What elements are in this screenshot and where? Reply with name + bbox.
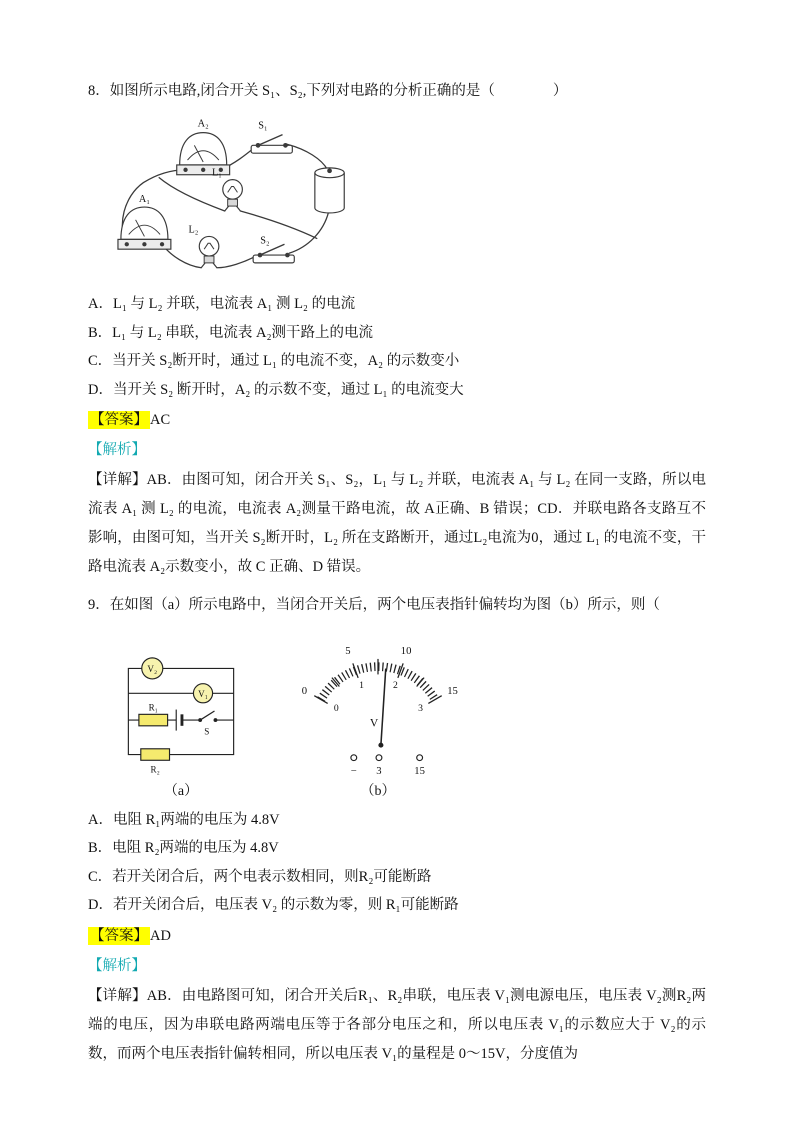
- question-9: [88, 592, 706, 1068]
- q9-figure-b-caption: （b）: [360, 783, 396, 799]
- svg-text:0: 0: [333, 703, 339, 715]
- label-S: S: [204, 726, 210, 737]
- q9-voltmeter-face: [286, 626, 470, 777]
- q9-figure-a: [114, 655, 248, 800]
- q8-stem: 8．如图所示电路,闭合开关 S₁、S₂,下列对电路的分析正确的是（ ）: [88, 83, 568, 99]
- needle-pivot: [378, 743, 383, 748]
- svg-text:10: 10: [400, 646, 412, 658]
- q8-answer-value: AC: [150, 412, 171, 429]
- q8-detail-label: 【详解】: [88, 472, 147, 489]
- outer-scale-labels: [302, 647, 458, 698]
- label-R2: R₂: [150, 764, 160, 775]
- q9-detail-label: 【详解】: [88, 987, 147, 1004]
- q9-figures: [114, 626, 706, 799]
- resistor-R2: [141, 749, 170, 760]
- label-V1: V₁: [198, 689, 208, 700]
- q8-option-a: A．L₁ 与 L₂ 并联，电流表 A₁ 测 L₂ 的电流: [88, 296, 356, 313]
- resistor-R1: [139, 714, 168, 725]
- q8-answer-line: [88, 406, 706, 434]
- q8-analysis-label: 【解析】: [88, 442, 146, 459]
- unit-label: V: [369, 717, 379, 731]
- svg-text:3: 3: [376, 766, 382, 778]
- svg-text:5: 5: [345, 646, 351, 658]
- q9-detail-text: AB．由电路图可知，闭合开关后R₁、R₂串联，电压表 V₁测电源电压，电压表 V₂测R₂两端的电压，因为串联电路两端电压等于各部分电压之和，所以电压表 V₁的示数应大于 V₂的示数，而两个电压表指针偏转相同，所以电压表 V₁的量程是 0～15V，分度值为: [88, 987, 706, 1062]
- switch-S2: [253, 244, 294, 263]
- label-S1: S₁: [258, 120, 268, 132]
- switch-S1: [251, 135, 292, 154]
- svg-text:1: 1: [359, 680, 364, 692]
- label-A1: A₁: [138, 194, 150, 206]
- lamp-L1: [223, 180, 243, 211]
- label-A2: A₂: [197, 118, 209, 130]
- battery: [315, 168, 344, 213]
- q8-detail-text: AB．由图可知，闭合开关 S₁、S₂，L₁ 与 L₂ 并联，电流表 A₁ 与 L₂ 在同一支路，所以电流表 A₁ 测 L₂ 的电流，电流表 A₂测量干路电流，故 A正确、B 错误；CD．并联电路各支路互不影响，由图可知，当开关 S₂断开时，L₂ 所在支路断开，通过L₂电流为0，通过 L₁ 的电流不变，干路电流表 A₂示数变小，故 C 正确、D 错误。: [88, 472, 706, 576]
- q9-options: [88, 806, 706, 920]
- q9-figure-a-caption: （a）: [163, 783, 199, 799]
- inner-scale-labels: [334, 680, 423, 714]
- svg-text:0: 0: [301, 686, 308, 698]
- label-S2: S₂: [260, 235, 270, 247]
- q8-detail: [88, 466, 706, 582]
- q9-option-a: A．电阻 R₁两端的电压为 4.8V: [88, 811, 280, 828]
- q8-option-d: D．当开关 S₂ 断开时，A₂ 的示数不变，通过 L₁ 的电流变大: [88, 381, 464, 398]
- scale-major-ticks: [314, 659, 441, 704]
- q8-figure-wrap: [116, 114, 706, 282]
- q9-circuit-diagram: [114, 655, 248, 778]
- q9-stem: 9．在如图（a）所示电路中，当闭合开关后，两个电压表指针偏转均为图（b）所示，则（: [88, 597, 660, 614]
- q8-answer-label: 【答案】: [90, 412, 148, 429]
- svg-text:2: 2: [393, 680, 398, 692]
- question-8: [88, 78, 706, 582]
- terminals: [351, 755, 425, 777]
- q9-answer-line: [88, 922, 706, 950]
- q9-detail: [88, 982, 706, 1069]
- q9-option-c: C．若开关闭合后，两个电表示数相同，则R₂可能断路: [88, 868, 432, 885]
- label-V2: V₂: [147, 664, 158, 675]
- needle: [381, 669, 386, 745]
- q9-analysis-line: [88, 952, 706, 980]
- q8-option-c: C．当开关 S₂断开时，通过 L₁ 的电流不变，A₂ 的示数变小: [88, 353, 460, 370]
- svg-text:15: 15: [447, 686, 458, 698]
- q9-answer-value: AD: [150, 927, 171, 944]
- q9-answer-label: 【答案】: [90, 927, 148, 944]
- label-L1: L₁: [211, 167, 222, 179]
- label-R1: R₁: [148, 702, 158, 713]
- q8-options: [88, 290, 706, 404]
- lamp-L2: [199, 236, 219, 267]
- ammeter-A1: [118, 207, 171, 249]
- svg-text:−: −: [350, 766, 357, 778]
- q9-option-b: B．电阻 R₂两端的电压为 4.8V: [88, 840, 279, 857]
- switch-S: [198, 711, 217, 722]
- q8-option-b: B．L₁ 与 L₂ 串联，电流表 A₂测干路上的电流: [88, 324, 374, 341]
- svg-text:15: 15: [414, 766, 425, 778]
- circuit-outline: [128, 668, 233, 754]
- q9-analysis-label: 【解析】: [88, 957, 146, 974]
- label-L2: L₂: [188, 224, 199, 236]
- battery-symbol: [176, 710, 182, 731]
- q9-option-d: D．若开关闭合后，电压表 V₂ 的示数为零，则 R₁可能断路: [88, 897, 459, 914]
- q9-figure-b: [286, 626, 470, 799]
- q8-analysis-line: [88, 436, 706, 464]
- svg-text:3: 3: [418, 703, 424, 715]
- q8-circuit-figure: [116, 114, 356, 282]
